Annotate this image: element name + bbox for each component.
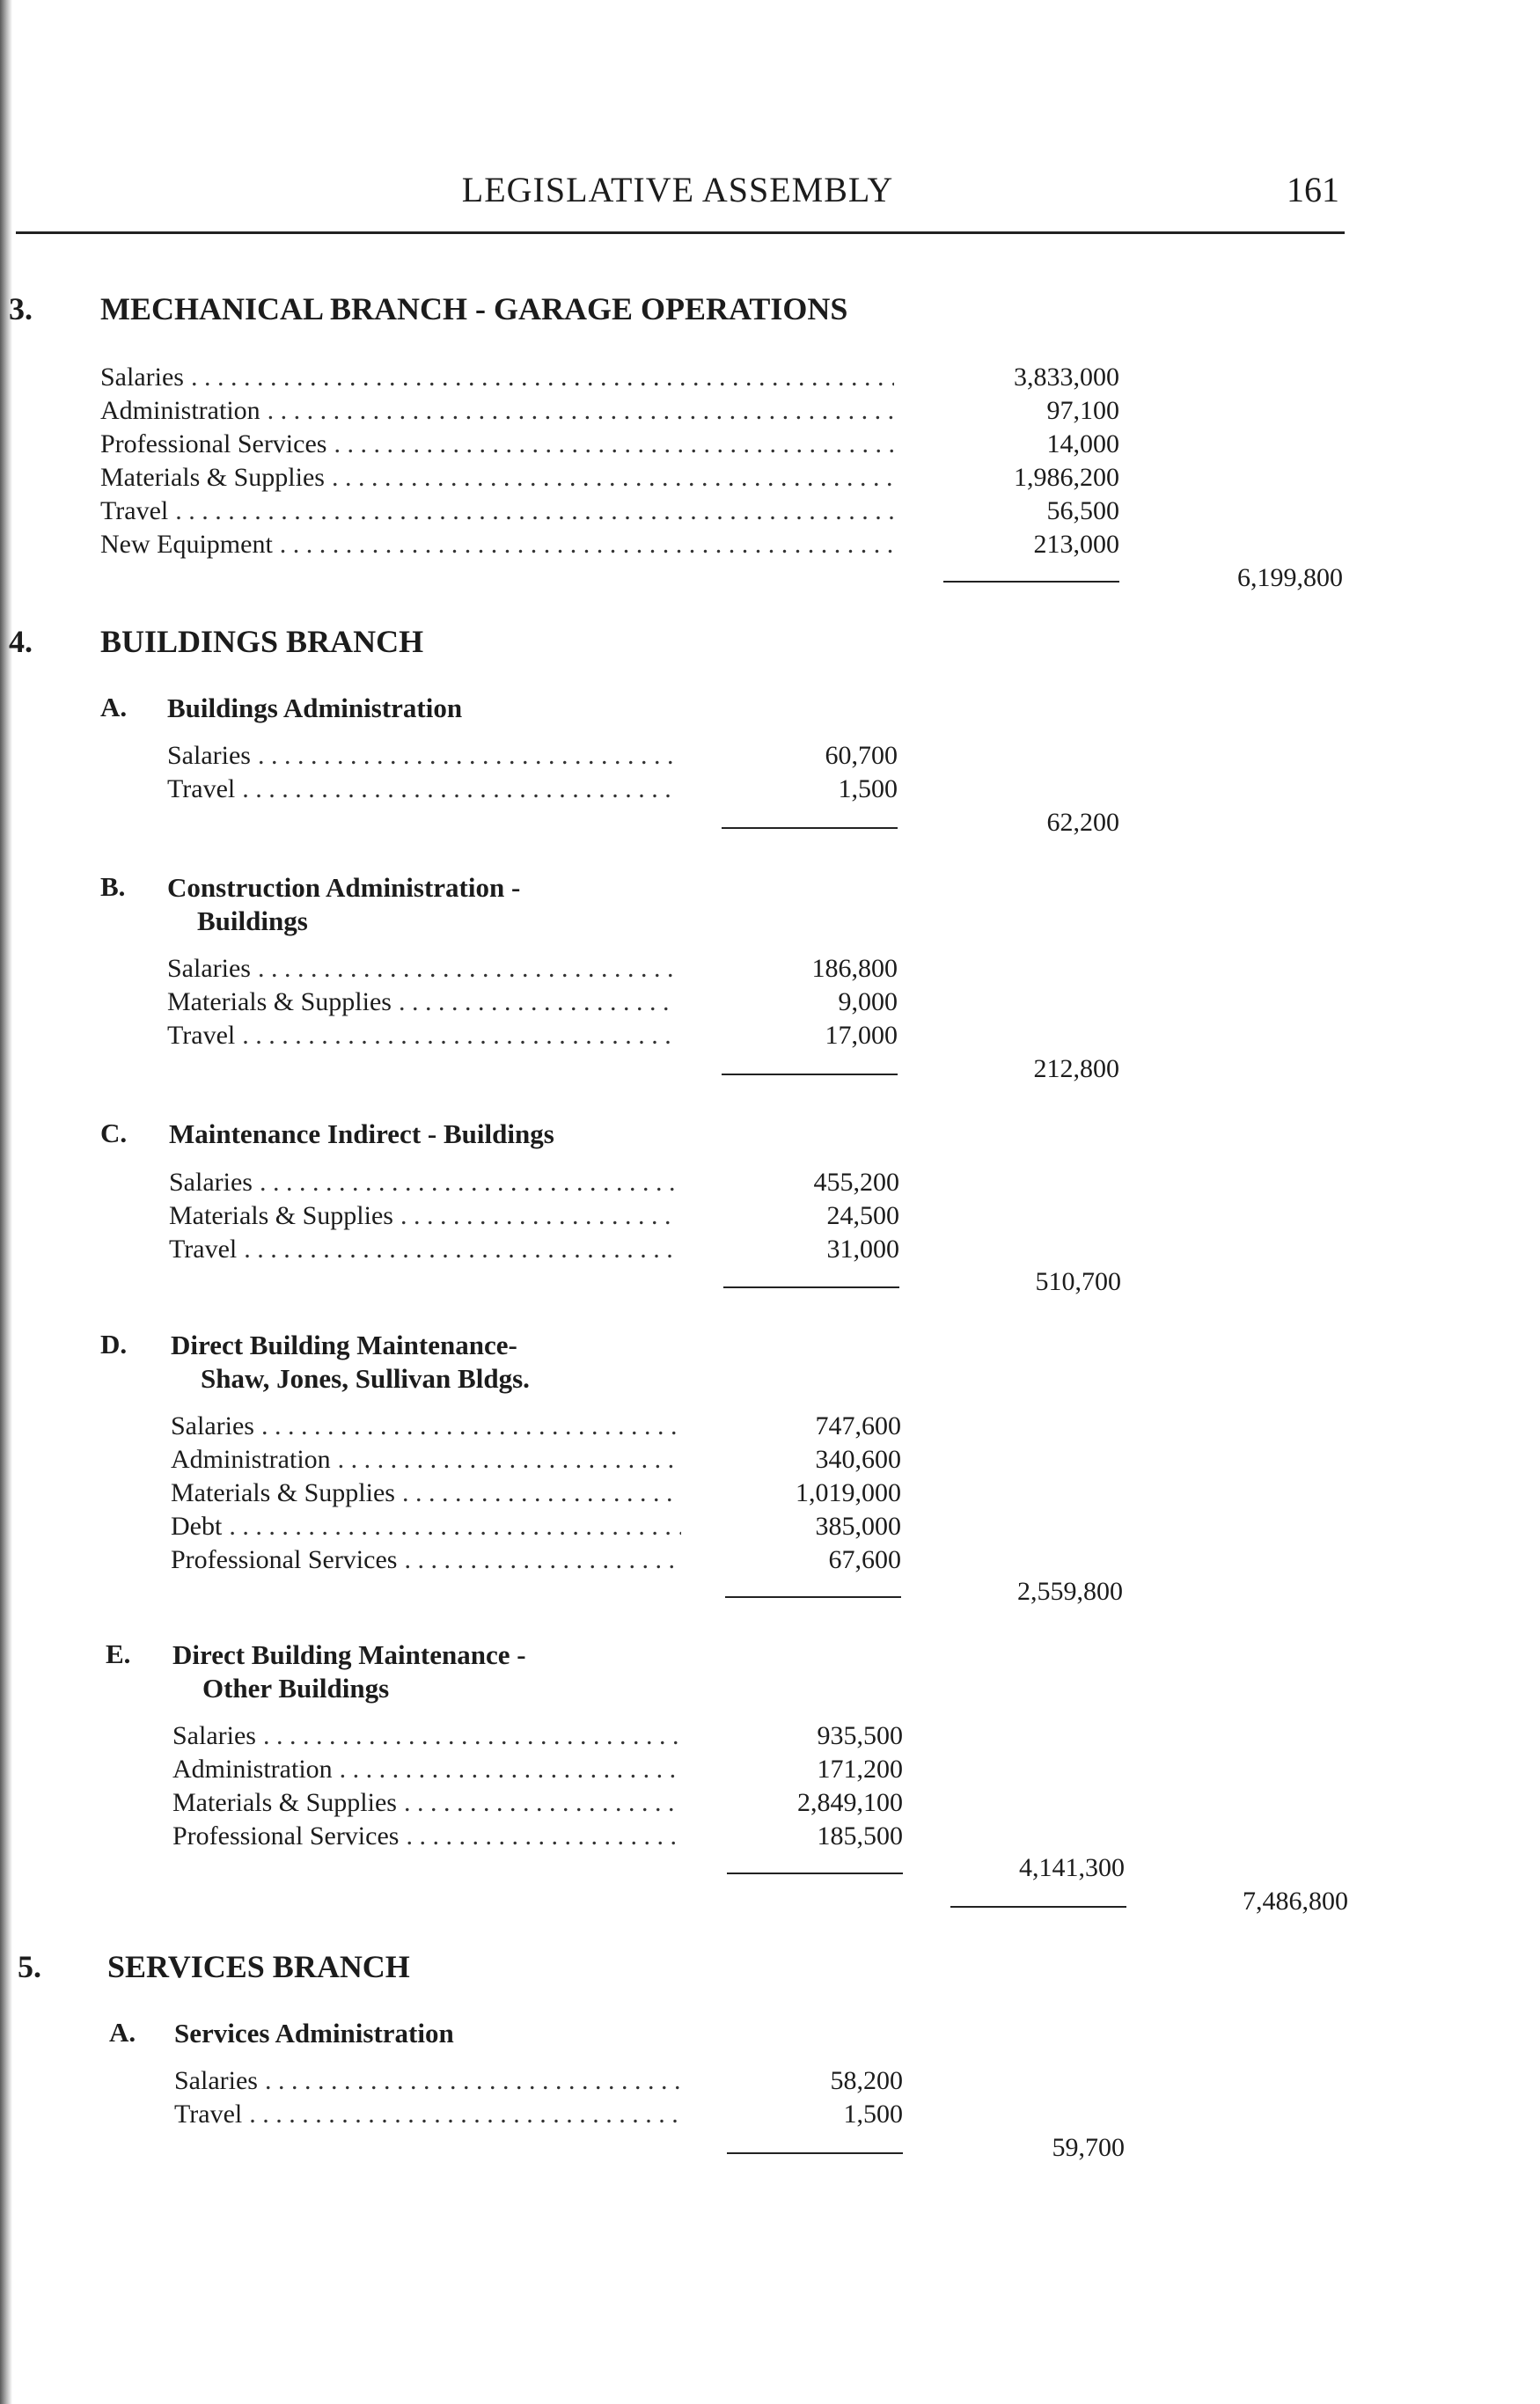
line-item: Professional Services . . . [172,1820,683,1853]
line-item-amount: 2,849,100 [797,1788,903,1817]
line-item: Materials & Supplies . . . [167,986,678,1019]
line-item: Professional Services . . . [100,428,894,461]
subsection-subtotal: 212,800 [1033,1054,1119,1083]
line-item-amount: 186,800 [811,954,898,983]
line-item: Administration . . . [172,1753,683,1786]
line-item-amount: 1,986,200 [1014,463,1119,492]
subsection-letter: E. [106,1638,131,1669]
line-item: Administration . . . [171,1443,681,1477]
line-item: Materials & Supplies . . . [100,461,894,495]
subsection-letter: D. [100,1329,128,1360]
subsection-subtotal: 2,559,800 [1017,1577,1123,1606]
page-number: 161 [1287,170,1339,209]
line-item-amount: 3,833,000 [1014,363,1119,392]
line-item-amount: 58,200 [830,2066,903,2095]
section-number: 5. [18,1949,41,1984]
line-item-amount: 31,000 [826,1235,899,1264]
line-item: Travel . . . [167,1019,678,1052]
page-edge-shadow [0,0,12,2404]
subtotal-rule [943,581,1119,583]
line-item: Materials & Supplies . . . [172,1786,683,1820]
subsection-subtotal: 62,200 [1046,808,1119,837]
subtotal-rule [722,1074,898,1075]
header-rule [16,231,1345,234]
line-item: Salaries . . . [174,2064,685,2098]
section-total-rule [950,1906,1126,1908]
line-item: Debt . . . [171,1510,681,1543]
subtotal-rule [725,1596,901,1598]
line-item: Materials & Supplies . . . [171,1477,681,1510]
line-item: Materials & Supplies . . . [169,1199,679,1233]
line-item-amount: 171,200 [817,1755,903,1784]
line-item: Salaries . . . [169,1166,679,1199]
subsection-title: Direct Building Maintenance - Other Buildings [172,1639,526,1704]
subsection-title: Services Administration [174,2018,454,2049]
line-item: Travel . . . [174,2098,685,2131]
line-item-amount: 14,000 [1046,429,1119,458]
subtotal-rule [727,2152,903,2154]
line-item-amount: 935,500 [817,1721,903,1750]
line-item-amount: 213,000 [1033,530,1119,559]
line-item: Salaries . . . [167,952,678,986]
line-item-amount: 185,500 [817,1821,903,1851]
line-item: Salaries . . . [167,739,678,773]
subsection-subtotal: 59,700 [1052,2133,1125,2162]
line-item: Salaries . . . [100,361,894,394]
section-title: SERVICES BRANCH [107,1949,410,1984]
line-item-amount: 56,500 [1046,496,1119,525]
subsection-title: Maintenance Indirect - Buildings [169,1118,554,1149]
section-title: MECHANICAL BRANCH - GARAGE OPERATIONS [100,291,848,326]
section-number: 4. [9,624,33,659]
subtotal-rule [727,1873,903,1874]
page-header-title: LEGISLATIVE ASSEMBLY [461,170,894,209]
line-item-amount: 340,600 [815,1445,901,1474]
line-item: Salaries . . . [172,1719,683,1753]
line-item-amount: 9,000 [838,987,898,1016]
line-item-amount: 97,100 [1046,396,1119,425]
line-item: New Equipment . . . [100,528,894,561]
line-item-amount: 1,019,000 [796,1478,901,1507]
subsection-letter: A. [109,2017,136,2048]
line-item: Travel . . . [167,773,678,806]
section-title: BUILDINGS BRANCH [100,624,424,659]
line-item-amount: 24,500 [826,1201,899,1230]
subsection-letter: C. [100,1118,128,1148]
line-item-amount: 60,700 [825,741,898,770]
line-item: Salaries . . . [171,1410,681,1443]
subtotal-rule [723,1286,899,1288]
subsection-subtotal: 4,141,300 [1019,1853,1125,1882]
line-item: Travel . . . [100,495,894,528]
section-number: 3. [9,291,33,326]
subsection-letter: B. [100,871,126,902]
line-item: Travel . . . [169,1233,679,1266]
subsection-subtotal: 510,700 [1035,1267,1121,1296]
line-item: Administration . . . [100,394,894,428]
section-total: 6,199,800 [1237,563,1343,592]
subsection-letter: A. [100,692,128,722]
line-item-amount: 385,000 [815,1512,901,1541]
line-item: Professional Services . . . [171,1543,681,1577]
line-item-amount: 1,500 [838,774,898,803]
subtotal-rule [722,827,898,829]
line-item-amount: 455,200 [813,1168,899,1197]
line-item-amount: 1,500 [843,2100,903,2129]
line-item-amount: 67,600 [828,1545,901,1574]
line-item-amount: 17,000 [825,1021,898,1050]
line-item-amount: 747,600 [815,1411,901,1440]
subsection-title: Direct Building Maintenance- Shaw, Jones, Sullivan Bldgs. [171,1330,530,1394]
section-total: 7,486,800 [1243,1887,1348,1916]
subsection-title: Buildings Administration [167,693,463,723]
subsection-title: Construction Administration - Buildings [167,872,521,936]
